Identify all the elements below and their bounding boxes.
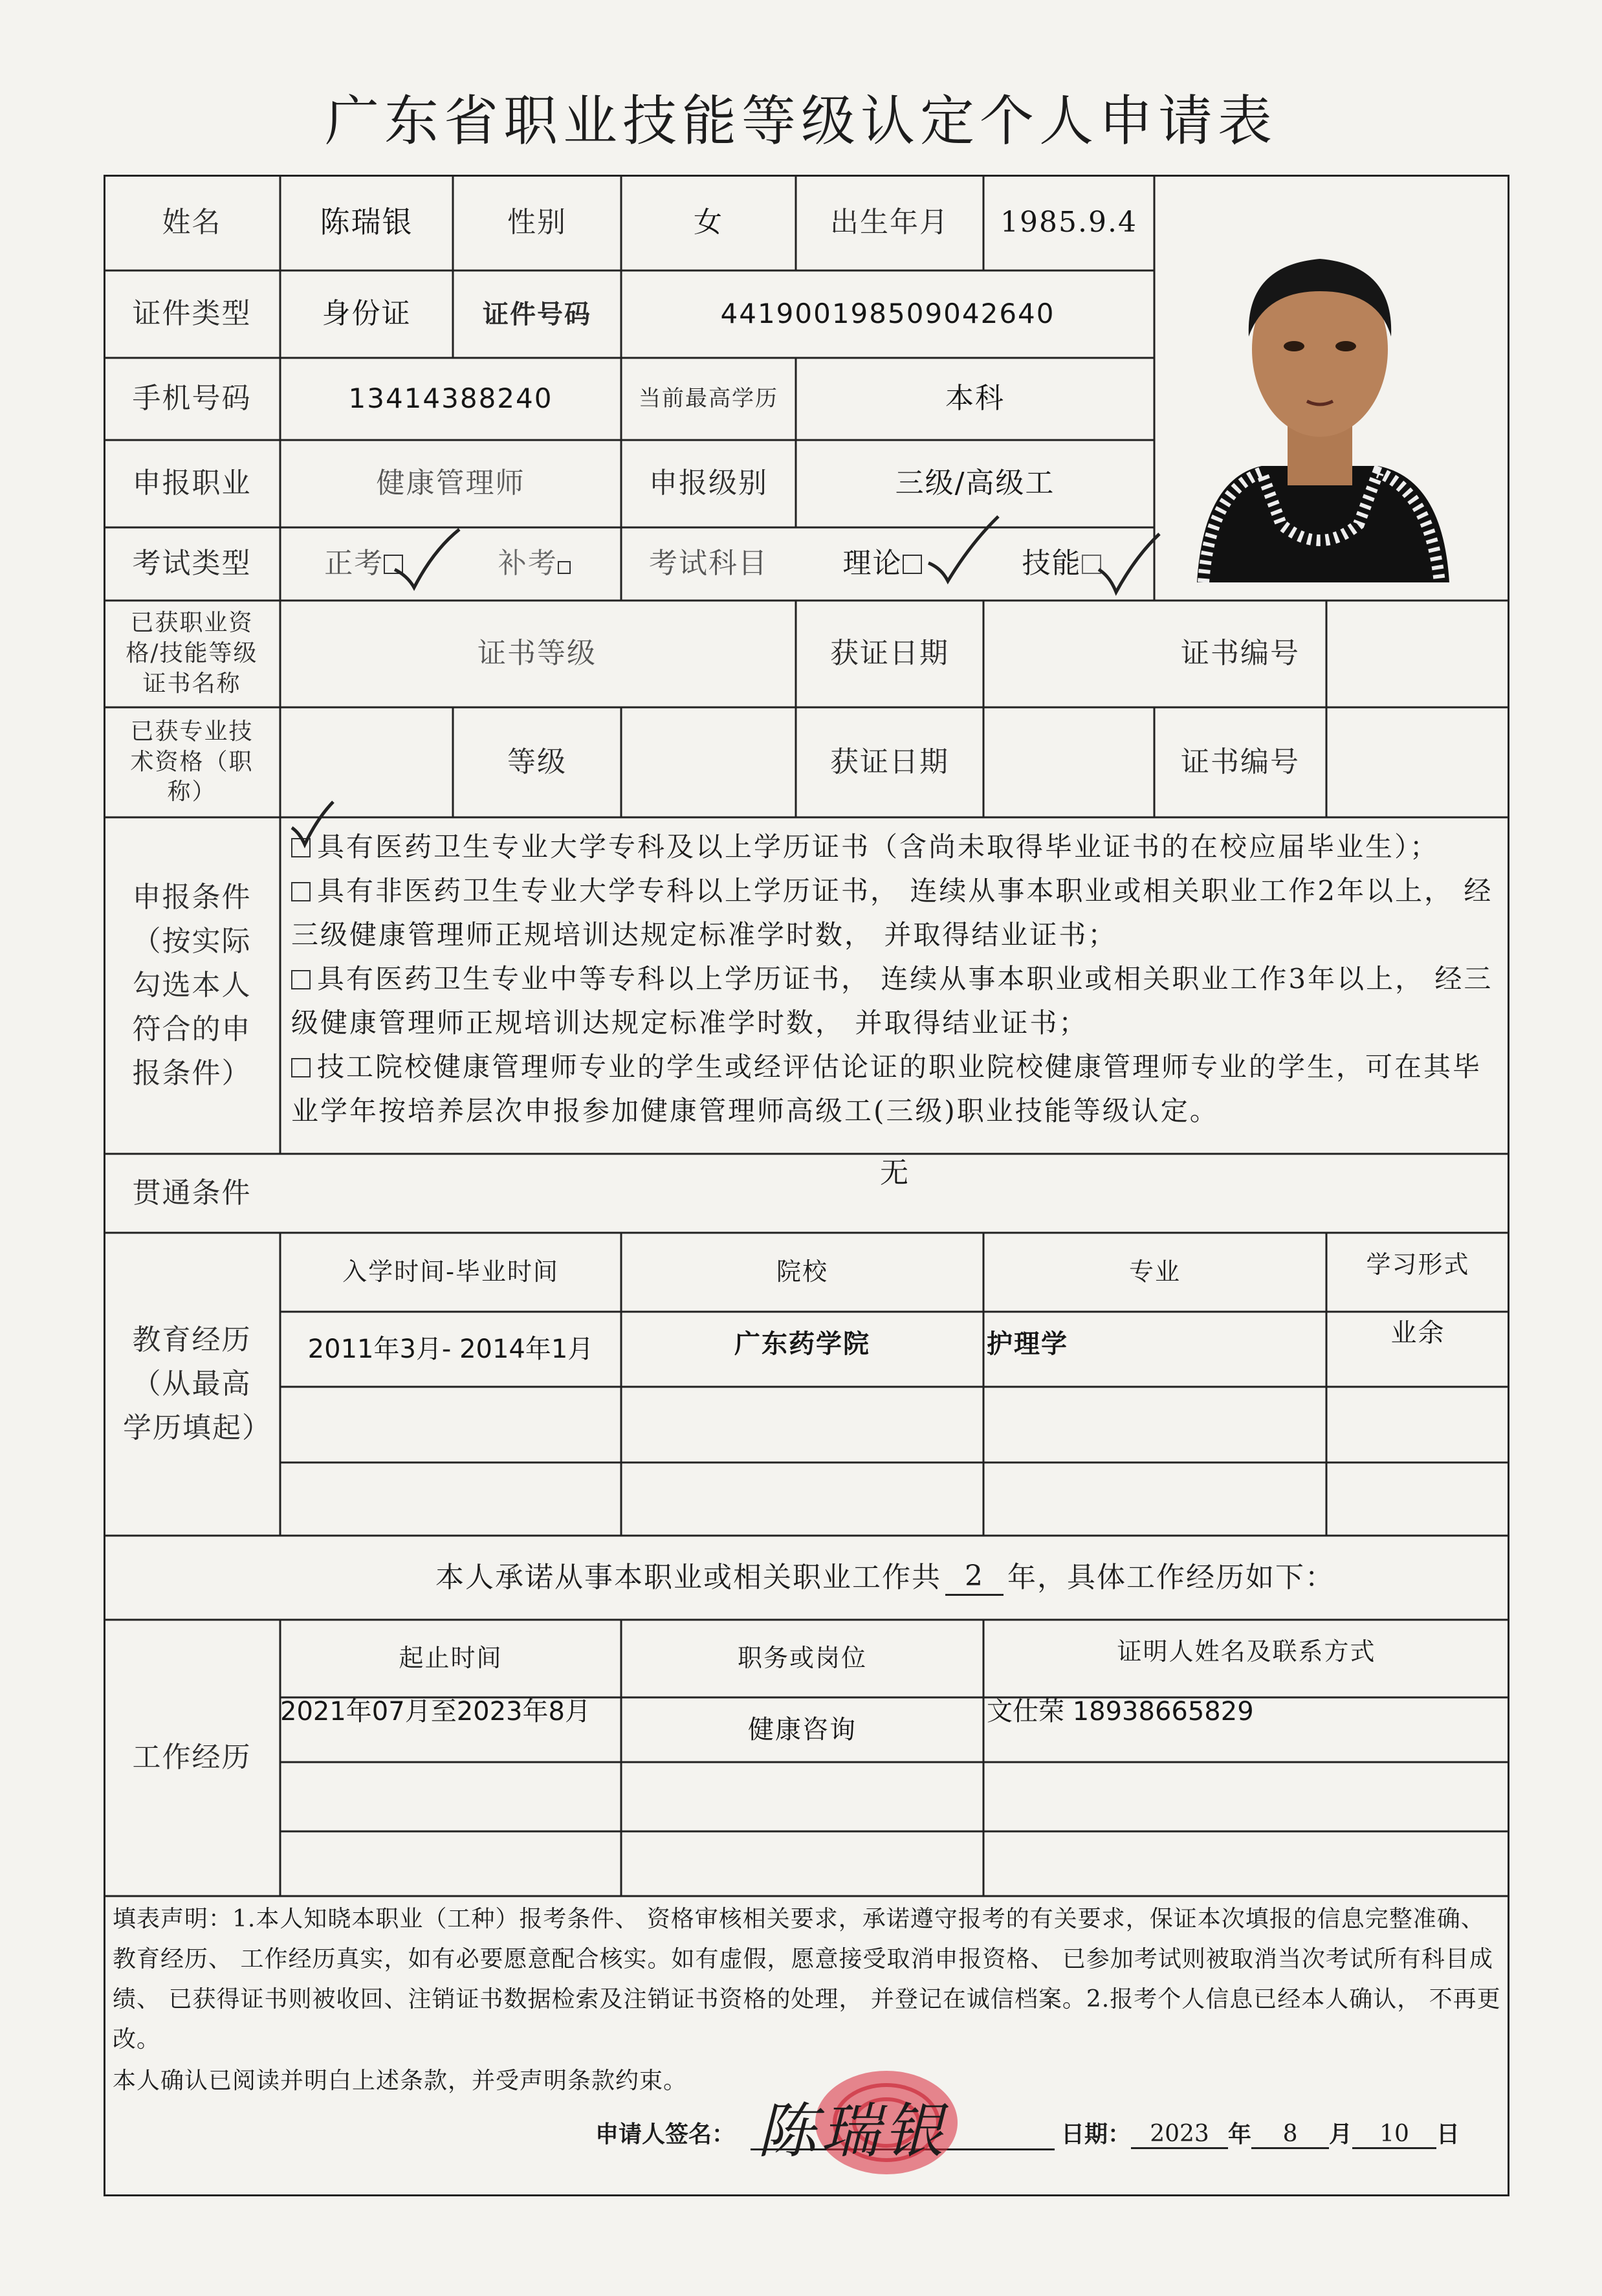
- exam-type-makeup[interactable]: [498, 547, 577, 581]
- education-school: 广东药学院: [734, 1329, 870, 1359]
- check-mark-icon: [922, 511, 1006, 589]
- commitment-prefix: 本人承诺从事本职业或相关职业工作共: [435, 1560, 941, 1594]
- through-value: 无: [880, 1156, 910, 1189]
- professional-title-date-label: 获证日期: [830, 745, 949, 778]
- applicant-signature: 陈瑞银: [757, 2097, 948, 2166]
- date-field: [1061, 2116, 1460, 2149]
- education-major: 护理学: [987, 1329, 1068, 1359]
- education-mode: 业余: [1390, 1318, 1445, 1348]
- exam-subject-theory-checkbox[interactable]: [903, 555, 922, 574]
- condition-checkbox-2[interactable]: [291, 882, 311, 901]
- work-header-referee: 证明人姓名及联系方式: [1117, 1637, 1376, 1666]
- id-type-value: 身份证: [322, 297, 411, 331]
- exam-type-regular-label: 正考: [324, 547, 384, 580]
- condition-text-3: 具有医药卫生专业中等专科以上学历证书， 连续从事本职业或相关职业工作3年以上， 经三级健康管理师正规培训达规定标准学时数， 并取得结业证书；: [291, 963, 1493, 1039]
- condition-item-3[interactable]: [291, 957, 1501, 1045]
- condition-item-1[interactable]: [291, 825, 1501, 869]
- id-no-value: 441900198509042640: [720, 298, 1055, 330]
- exam-subject-theory-label: 理论: [842, 547, 903, 580]
- job-label: 申报职业: [132, 467, 252, 500]
- condition-item-4[interactable]: [291, 1045, 1501, 1133]
- professional-title-number-label: 证书编号: [1181, 745, 1300, 778]
- through-label: 贯通条件: [132, 1176, 252, 1209]
- education-level-label: 当前最高学历: [639, 386, 778, 412]
- check-mark-icon: [288, 799, 340, 851]
- signature-label: 申请人签名：: [595, 2121, 736, 2148]
- level-label: 申报级别: [649, 467, 768, 500]
- qualification-cert-label: 已获职业资格/技能等级证书名称: [126, 610, 258, 697]
- education-header-mode: 学习形式: [1366, 1250, 1470, 1279]
- education-header-school: 院校: [776, 1257, 828, 1286]
- phone-value: 13414388240: [348, 382, 553, 415]
- birth-value: 1985.9.4: [1000, 205, 1137, 239]
- condition-text-1: 具有医药卫生专业大学专科及以上学历证书（含尚未取得毕业证书的在校应届毕业生）；: [317, 831, 1440, 863]
- birth-label: 出生年月: [830, 205, 949, 239]
- condition-text-2: 具有非医药卫生专业大学专科以上学历证书， 连续从事本职业或相关职业工作2年以上， 经三级健康管理师正规培训达规定标准学时数， 并取得结业证书；: [291, 875, 1493, 951]
- applicant-photo: [1184, 220, 1456, 582]
- exam-type-makeup-label: 补考: [498, 547, 558, 580]
- education-level-value: 本科: [945, 382, 1005, 415]
- date-day-unit: 日: [1436, 2121, 1460, 2148]
- commitment-suffix: 年，具体工作经历如下：: [1007, 1560, 1335, 1594]
- condition-item-2[interactable]: [291, 869, 1501, 957]
- work-period: 2021年07月至2023年8月: [280, 1697, 591, 1727]
- education-label: 教育经历（从最高学历填起）: [123, 1323, 272, 1445]
- exam-subject-label: 考试科目: [649, 547, 768, 580]
- date-month[interactable]: 8: [1251, 2121, 1329, 2149]
- date-label: 日期：: [1061, 2121, 1132, 2148]
- check-mark-icon: [1093, 527, 1165, 599]
- declaration-confirm: 本人确认已阅读并明白上述条款，并受声明条款约束。: [113, 2068, 688, 2094]
- condition-text-4: 技工院校健康管理师专业的学生或经评估论证的职业院校健康管理师专业的学生，可在其毕业学年按培养层次申报参加健康管理师高级工(三级)职业技能等级认定。: [291, 1051, 1482, 1127]
- work-referee: 文仕荣 18938665829: [987, 1697, 1254, 1727]
- professional-title-level-label: 等级: [507, 745, 567, 778]
- conditions-list: [291, 825, 1501, 1133]
- exam-type-makeup-checkbox[interactable]: [558, 561, 571, 574]
- declaration-text: 填表声明：1.本人知晓本职业（工种）报考条件、 资格审核相关要求，承诺遵守报考的有关要求，保证本次填报的信息完整准确、教育经历、 工作经历真实，如有必要愿意配合核实。如有虚假，愿意接受取消申报资格、 已参加考试则被取消当次考试所有科目成绩、 已获得证书则被收回、注销证书数据检索及注销证书资格的处理， 并登记在诚信档案。2.报考个人信息已经本人确认， 不再更改。: [113, 1906, 1501, 2053]
- date-day[interactable]: 10: [1352, 2121, 1436, 2149]
- job-value: 健康管理师: [376, 467, 525, 500]
- condition-checkbox-4[interactable]: [291, 1058, 311, 1077]
- id-type-label: 证件类型: [132, 297, 252, 331]
- qualification-cert-level-label: 证书等级: [477, 637, 597, 670]
- name-value: 陈瑞银: [320, 204, 413, 240]
- work-commitment: [280, 1536, 1509, 1620]
- level-value: 三级/高级工: [895, 467, 1055, 500]
- exam-subject-skill-label: 技能: [1022, 547, 1082, 580]
- education-period: 2011年3月- 2014年1月: [307, 1334, 594, 1364]
- phone-label: 手机号码: [132, 382, 252, 415]
- professional-title-label: 已获专业技术资格（职称）: [130, 718, 254, 806]
- exam-type-label: 考试类型: [132, 547, 252, 580]
- exam-subject-theory[interactable]: [843, 547, 928, 581]
- gender-value: 女: [694, 205, 723, 239]
- gender-label: 性别: [507, 205, 567, 239]
- name-label: 姓名: [162, 205, 222, 239]
- application-form: [104, 175, 1509, 2196]
- work-header-position: 职务或岗位: [737, 1644, 867, 1673]
- conditions-label: 申报条件（按实际勾选本人符合的申报条件）: [132, 880, 252, 1090]
- commitment-years[interactable]: 2: [945, 1560, 1004, 1596]
- qualification-cert-number-label: 证书编号: [1181, 637, 1300, 670]
- date-year-unit: 年: [1228, 2121, 1252, 2148]
- work-header-period: 起止时间: [399, 1644, 503, 1673]
- id-no-label: 证件号码: [483, 299, 591, 329]
- education-header-period: 入学时间-毕业时间: [342, 1257, 559, 1286]
- work-position: 健康咨询: [748, 1715, 857, 1745]
- work-label: 工作经历: [132, 1741, 252, 1774]
- condition-checkbox-3[interactable]: [291, 970, 311, 989]
- date-year[interactable]: 2023: [1131, 2121, 1228, 2149]
- form-title: 广东省职业技能等级认定个人申请表: [324, 89, 1277, 153]
- qualification-cert-date-label: 获证日期: [830, 637, 949, 670]
- education-header-major: 专业: [1128, 1257, 1181, 1286]
- date-month-unit: 月: [1329, 2121, 1353, 2148]
- check-mark-icon: [388, 524, 466, 595]
